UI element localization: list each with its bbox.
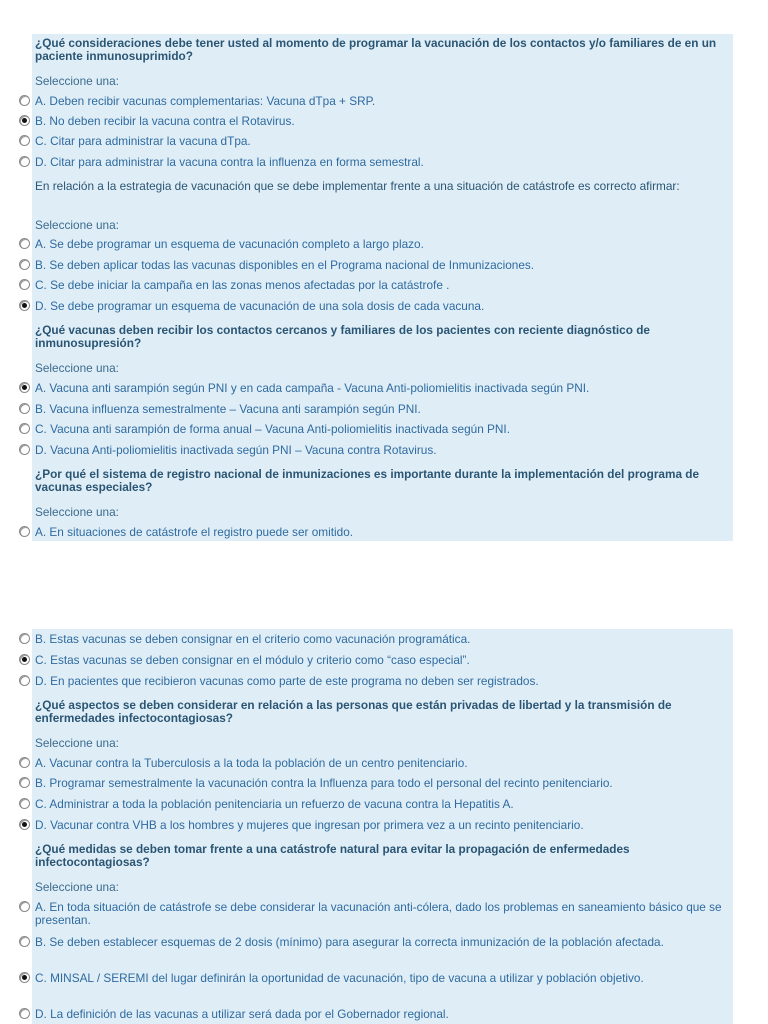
question-text: ¿Por qué el sistema de registro nacional de inmunizaciones es importante durante la implementación del programa de vacunas especiales?: [35, 467, 700, 494]
answer-option[interactable]: A. En situaciones de catástrofe el registro puede ser omitido.: [35, 526, 730, 539]
radio-button[interactable]: [19, 95, 30, 106]
question-text: En relación a la estrategia de vacunación que se debe implementar frente a una situación de catástrofe es correcto afirmar:: [35, 179, 680, 193]
answer-option[interactable]: A. En toda situación de catástrofe se debe considerar la vacunación anti-cólera, dado los problemas en saneamiento básico que se presentan.: [35, 901, 730, 927]
answer-option[interactable]: D. Vacunar contra VHB a los hombres y mujeres que ingresan por primera vez a un recinto penitenciario.: [35, 819, 730, 832]
radio-button[interactable]: [19, 423, 30, 434]
radio-button[interactable]: [19, 238, 30, 249]
quiz-page-2: [32, 629, 733, 1024]
question-text: ¿Qué medidas se deben tomar frente a una catástrofe natural para evitar la propagación de enfermedades infectocontagiosas?: [35, 842, 630, 869]
answer-option[interactable]: D. Se debe programar un esquema de vacunación de una sola dosis de cada vacuna.: [35, 300, 730, 313]
radio-button[interactable]: [19, 403, 30, 414]
radio-button[interactable]: [19, 675, 30, 686]
quiz-page-1: [32, 34, 733, 541]
radio-button[interactable]: [19, 156, 30, 167]
answer-option[interactable]: A. Vacuna anti sarampión según PNI y en cada campaña - Vacuna Anti-poliomielitis inactivada según PNI.: [35, 382, 730, 395]
answer-option[interactable]: C. Estas vacunas se deben consignar en el módulo y criterio como “caso especial”.: [35, 654, 730, 667]
radio-button[interactable]: [19, 798, 30, 809]
question-text: ¿Qué vacunas deben recibir los contactos cercanos y familiares de los pacientes con reciente diagnóstico de inmunosupresión?: [35, 323, 650, 350]
answer-option[interactable]: D. Citar para administrar la vacuna contra la influenza en forma semestral.: [35, 156, 730, 169]
answer-option[interactable]: B. Se deben aplicar todas las vacunas disponibles en el Programa nacional de Inmunizaciones.: [35, 259, 730, 272]
select-one-label: Seleccione una:: [35, 505, 119, 519]
question-text: ¿Qué consideraciones debe tener usted al momento de programar la vacunación de los contactos y/o familiares de en un paciente inmunosuprimido?: [35, 36, 717, 63]
radio-button[interactable]: [19, 654, 30, 665]
answer-option[interactable]: B. No deben recibir la vacuna contra el Rotavirus.: [35, 115, 730, 128]
radio-button[interactable]: [19, 115, 30, 126]
radio-button[interactable]: [19, 259, 30, 270]
answer-option[interactable]: C. MINSAL / SEREMI del lugar definirán la oportunidad de vacunación, tipo de vacuna a utilizar y población objetivo.: [35, 972, 730, 985]
radio-button[interactable]: [19, 444, 30, 455]
select-one-label: Seleccione una:: [35, 218, 119, 232]
answer-option[interactable]: C. Vacuna anti sarampión de forma anual – Vacuna Anti-poliomielitis inactivada según PNI.: [35, 423, 730, 436]
radio-button[interactable]: [19, 1008, 30, 1019]
answer-option[interactable]: C. Citar para administrar la vacuna dTpa.: [35, 135, 730, 148]
radio-button[interactable]: [19, 777, 30, 788]
radio-button[interactable]: [19, 757, 30, 768]
answer-option[interactable]: B. Se deben establecer esquemas de 2 dosis (mínimo) para asegurar la correcta inmunización de la población afectada.: [35, 936, 730, 949]
answer-option[interactable]: D. Vacuna Anti-poliomielitis inactivada según PNI – Vacuna contra Rotavirus.: [35, 444, 730, 457]
answer-option[interactable]: A. Deben recibir vacunas complementarias: Vacuna dTpa + SRP.: [35, 95, 730, 108]
radio-button[interactable]: [19, 279, 30, 290]
answer-option[interactable]: B. Vacuna influenza semestralmente – Vacuna anti sarampión según PNI.: [35, 403, 730, 416]
answer-option[interactable]: B. Programar semestralmente la vacunación contra la Influenza para todo el personal del recinto penitenciario.: [35, 777, 730, 790]
radio-button[interactable]: [19, 526, 30, 537]
answer-option[interactable]: C. Se debe iniciar la campaña en las zonas menos afectadas por la catástrofe .: [35, 279, 730, 292]
radio-button[interactable]: [19, 936, 30, 947]
select-one-label: Seleccione una:: [35, 361, 119, 375]
radio-button[interactable]: [19, 901, 30, 912]
answer-option[interactable]: C. Administrar a toda la población penitenciaria un refuerzo de vacuna contra la Hepatitis A.: [35, 798, 730, 811]
question-text: ¿Qué aspectos se deben considerar en relación a las personas que están privadas de libertad y la transmisión de enfermedades infectocontagiosas?: [35, 698, 672, 725]
select-one-label: Seleccione una:: [35, 74, 119, 88]
answer-option[interactable]: D. En pacientes que recibieron vacunas como parte de este programa no deben ser registrados.: [35, 675, 730, 688]
answer-option[interactable]: A. Se debe programar un esquema de vacunación completo a largo plazo.: [35, 238, 730, 251]
answer-option[interactable]: B. Estas vacunas se deben consignar en el criterio como vacunación programática.: [35, 633, 730, 646]
radio-button[interactable]: [19, 972, 30, 983]
select-one-label: Seleccione una:: [35, 736, 119, 750]
radio-button[interactable]: [19, 135, 30, 146]
answer-option[interactable]: D. La definición de las vacunas a utilizar será dada por el Gobernador regional.: [35, 1008, 730, 1021]
radio-button[interactable]: [19, 300, 30, 311]
radio-button[interactable]: [19, 819, 30, 830]
radio-button[interactable]: [19, 633, 30, 644]
radio-button[interactable]: [19, 382, 30, 393]
select-one-label: Seleccione una:: [35, 880, 119, 894]
answer-option[interactable]: A. Vacunar contra la Tuberculosis a la toda la población de un centro penitenciario.: [35, 757, 730, 770]
